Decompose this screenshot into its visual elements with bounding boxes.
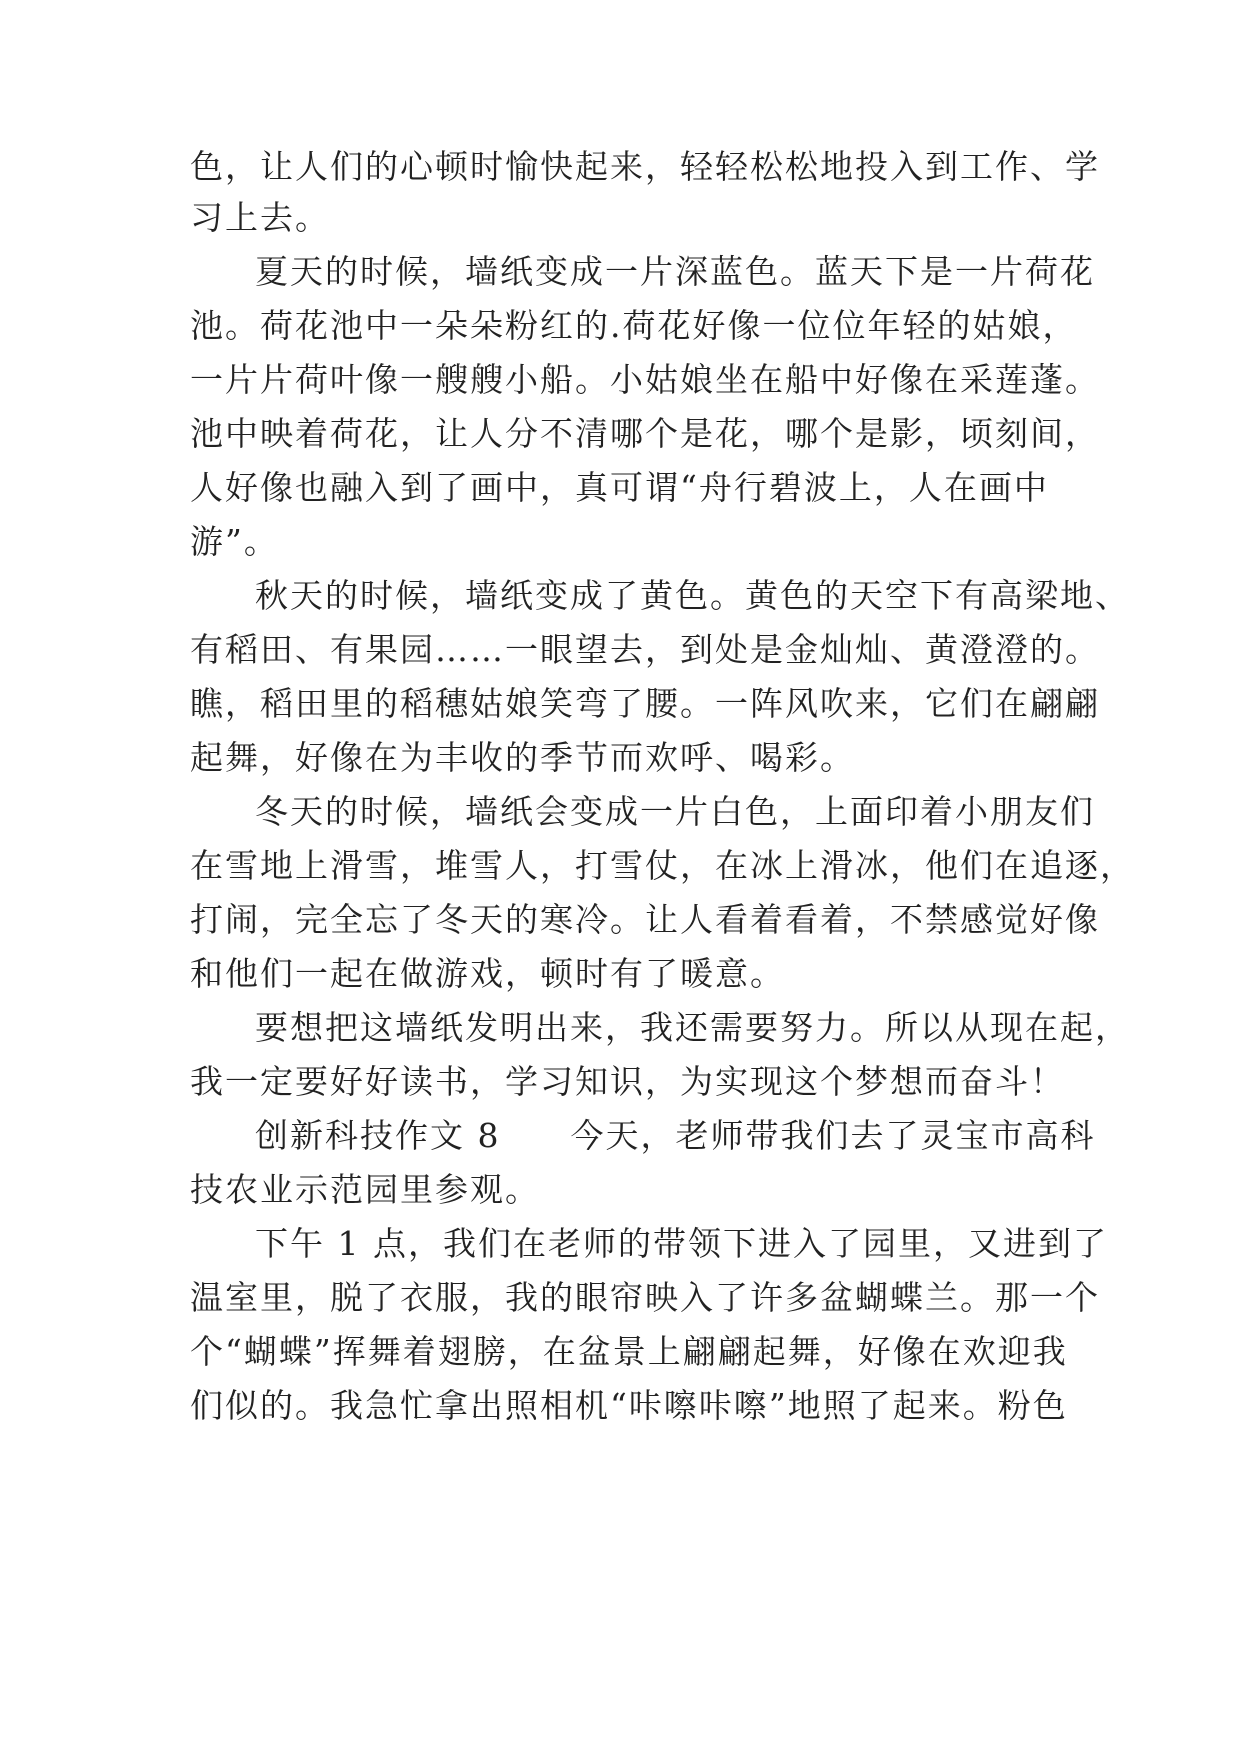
text-line: 瞧，稻田里的稻穗姑娘笑弯了腰。一阵风吹来，它们在翩翩: [190, 684, 1100, 723]
paragraph-first-line: 下午 1 点，我们在老师的带领下进入了园里，又进到了: [255, 1224, 1108, 1263]
paragraph-first-line: 要想把这墙纸发明出来，我还需要努力。所以从现在起，: [255, 1008, 1130, 1047]
text-line: 池中映着荷花，让人分不清哪个是花，哪个是影，顷刻间，: [190, 414, 1100, 453]
text-line: 技农业示范园里参观。: [190, 1170, 540, 1209]
paragraph-first-line: 冬天的时候，墙纸会变成一片白色，上面印着小朋友们: [255, 792, 1095, 831]
paragraph-first-line: 夏天的时候，墙纸变成一片深蓝色。蓝天下是一片荷花: [255, 252, 1095, 291]
text-line: 温室里，脱了衣服，我的眼帘映入了许多盆蝴蝶兰。那一个: [190, 1278, 1100, 1317]
text-line: 池。荷花池中一朵朵粉红的.荷花好像一位位年轻的姑娘，: [190, 306, 1078, 345]
text-line: 一片片荷叶像一艘艘小船。小姑娘坐在船中好像在采莲蓬。: [190, 360, 1100, 399]
section-heading-line: 创新科技作文 8 今天，老师带我们去了灵宝市高科: [255, 1116, 1096, 1155]
text-line: 习上去。: [190, 198, 330, 237]
text-line: 起舞，好像在为丰收的季节而欢呼、喝彩。: [190, 738, 855, 777]
text-line: 人好像也融入到了画中，真可谓“舟行碧波上，人在画中: [190, 468, 1049, 507]
text-line: 打闹，完全忘了冬天的寒冷。让人看着看着，不禁感觉好像: [190, 900, 1100, 939]
text-line: 色，让人们的心顿时愉快起来，轻轻松松地投入到工作、学: [190, 147, 1100, 186]
text-line: 和他们一起在做游戏，顿时有了暖意。: [190, 954, 785, 993]
paragraph-first-line: 秋天的时候，墙纸变成了黄色。黄色的天空下有高梁地、: [255, 576, 1130, 615]
text-line: 们似的。我急忙拿出照相机“咔嚓咔嚓”地照了起来。粉色: [190, 1386, 1068, 1425]
text-line: 个“蝴蝶”挥舞着翅膀，在盆景上翩翩起舞，好像在欢迎我: [190, 1332, 1068, 1371]
text-line: 在雪地上滑雪，堆雪人，打雪仗，在冰上滑冰，他们在追逐，: [190, 846, 1135, 885]
text-line: 有稻田、有果园……一眼望去，到处是金灿灿、黄澄澄的。: [190, 630, 1100, 669]
text-line: 游”。: [190, 522, 279, 561]
text-line: 我一定要好好读书，学习知识，为实现这个梦想而奋斗！: [190, 1062, 1065, 1101]
